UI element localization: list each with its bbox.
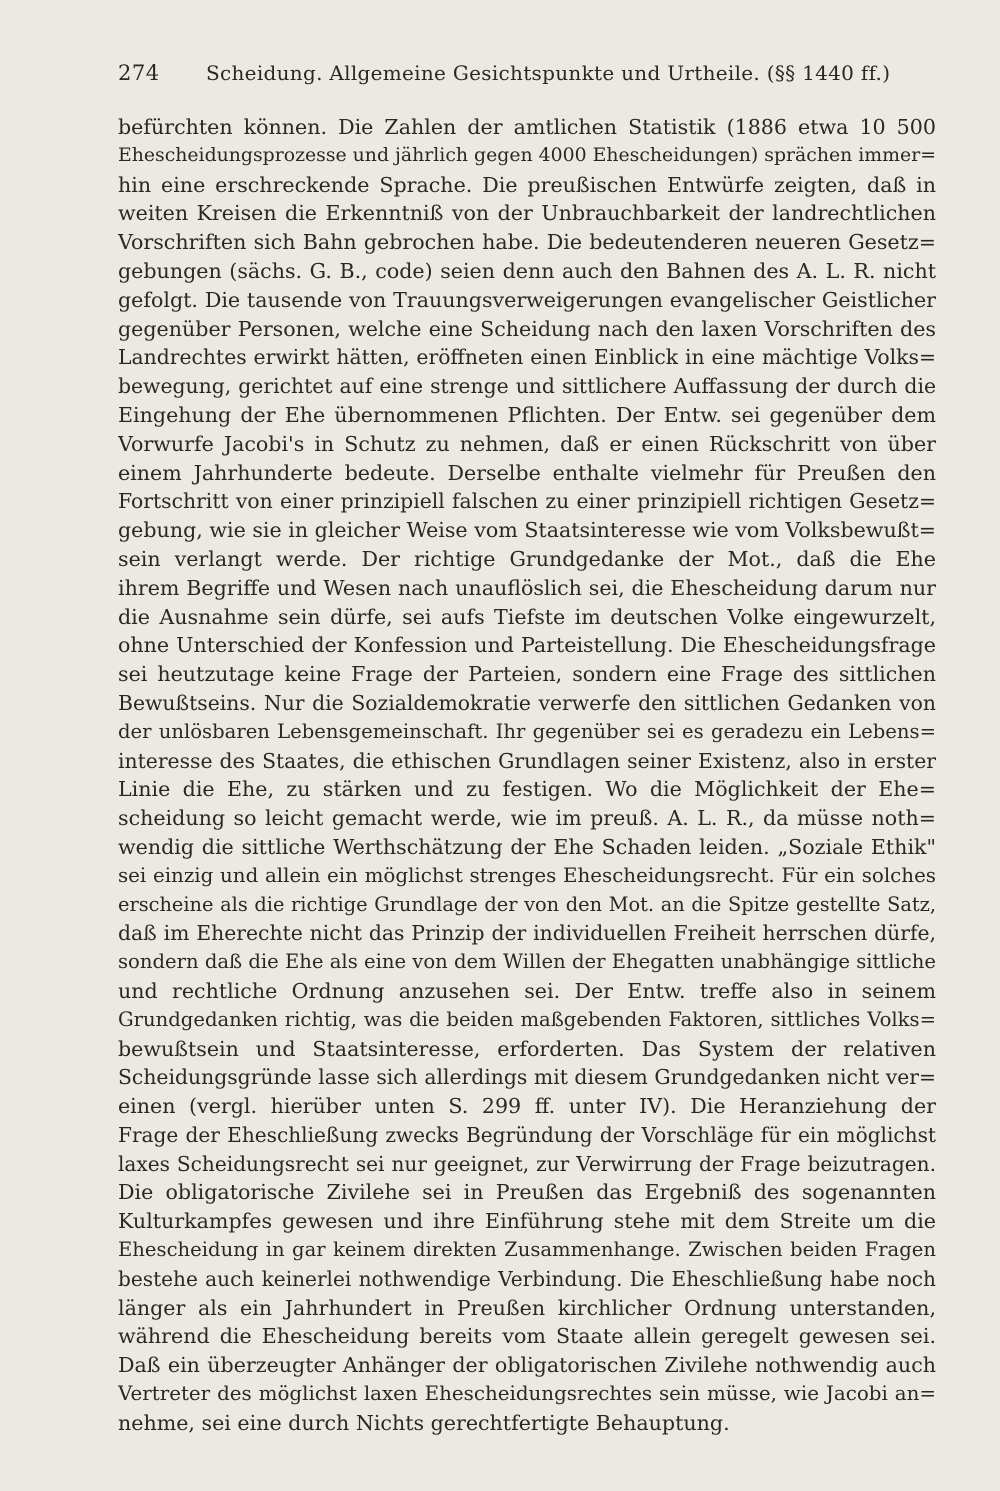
text-line: weiten Kreisen die Erkenntniß von der Unbrauchbarkeit der landrechtlichen xyxy=(118,201,936,226)
text-line: wendig die sittliche Werthschätzung der Ehe Schaden leiden. „Soziale Ethik" xyxy=(118,834,936,859)
text-line: die Ausnahme sein dürfe, sei aufs Tiefste im deutschen Volke eingewurzelt, xyxy=(118,604,936,629)
text-line: gegenüber Personen, welche eine Scheidung nach den laxen Vorschriften des xyxy=(118,316,936,341)
text-line: Die obligatorische Zivilehe sei in Preußen das Ergebniß des sogenannten xyxy=(118,1180,936,1205)
text-line: Vorschriften sich Bahn gebrochen habe. Die bedeutenderen neueren Gesetz= xyxy=(118,230,936,255)
text-line: Ehescheidung in gar keinem direkten Zusammenhange. Zwischen beiden Fragen xyxy=(118,1238,936,1262)
text-line: Frage der Eheschließung zwecks Begründung der Vorschläge für ein möglichst xyxy=(118,1122,936,1147)
text-line: Vorwurfe Jacobi's in Schutz zu nehmen, daß er einen Rückschritt von über xyxy=(118,431,936,456)
text-line: hin eine erschreckende Sprache. Die preußischen Entwürfe zeigten, daß in xyxy=(118,172,936,197)
text-line: bewegung, gerichtet auf eine strenge und sittlichere Auffassung der durch die xyxy=(118,374,936,399)
text-line: befürchten können. Die Zahlen der amtlichen Statistik (1886 etwa 10 500 xyxy=(118,115,936,139)
text-line: ihrem Begriffe und Wesen nach unauflöslich sei, die Ehescheidung darum nur xyxy=(118,575,936,600)
text-line: gebung, wie sie in gleicher Weise vom Staatsinteresse wie vom Volksbewußt= xyxy=(118,518,936,543)
page-header xyxy=(118,58,938,88)
text-line: bewußtsein und Staatsinteresse, erforderten. Das System der relativen xyxy=(118,1036,936,1061)
text-line: Grundgedanken richtig, was die beiden maßgebenden Faktoren, sittliches Volks= xyxy=(118,1007,936,1031)
text-line: während die Ehescheidung bereits vom Staate allein geregelt gewesen sei. xyxy=(118,1324,936,1349)
text-line: der unlösbaren Lebensgemeinschaft. Ihr gegenüber sei es geradezu ein Lebens= xyxy=(118,719,936,743)
text-line: einen (vergl. hierüber unten S. 299 ff. unter IV). Die Heranziehung der xyxy=(118,1094,936,1119)
text-line: sein verlangt werde. Der richtige Grundgedanke der Mot., daß die Ehe xyxy=(118,546,936,571)
text-line: sondern daß die Ehe als eine von dem Willen der Ehegatten unabhängige sittliche xyxy=(118,950,936,974)
text-line: laxes Scheidungsrecht sei nur geeignet, zur Verwirrung der Frage beizutragen. xyxy=(118,1151,936,1176)
text-line: Kulturkampfes gewesen und ihre Einführung stehe mit dem Streite um die xyxy=(118,1209,936,1234)
text-line: Bewußtseins. Nur die Sozialdemokratie verwerfe den sittlichen Gedanken von xyxy=(118,690,936,715)
page-number: 274 xyxy=(118,61,160,85)
text-line: sei heutzutage keine Frage der Parteien, sondern eine Frage des sittlichen xyxy=(118,662,936,687)
text-line: Landrechtes erwirkt hätten, eröffneten einen Einblick in eine mächtige Volks= xyxy=(118,345,936,370)
text-line: einem Jahrhunderte bedeute. Derselbe enthalte vielmehr für Preußen den xyxy=(118,460,936,485)
text-line: ohne Unterschied der Konfession und Parteistellung. Die Ehescheidungsfrage xyxy=(118,633,936,658)
text-line: Daß ein überzeugter Anhänger der obligatorischen Zivilehe nothwendig auch xyxy=(118,1353,936,1378)
text-line: nehme, sei eine durch Nichts gerechtfertigte Behauptung. xyxy=(118,1410,730,1435)
text-line: sei einzig und allein ein möglichst strenges Ehescheidungsrecht. Für ein solches xyxy=(118,863,936,887)
text-line: scheidung so leicht gemacht werde, wie im preuß. A. L. R., da müsse noth= xyxy=(118,806,936,831)
text-line: länger als ein Jahrhundert in Preußen kirchlicher Ordnung unterstanden, xyxy=(118,1295,936,1320)
text-line: interesse des Staates, die ethischen Grundlagen seiner Existenz, also in erster xyxy=(118,748,936,773)
text-line: und rechtliche Ordnung anzusehen sei. Der Entw. treffe also in seinem xyxy=(118,978,936,1003)
text-line: Linie die Ehe, zu stärken und zu festigen. Wo die Möglichkeit der Ehe= xyxy=(118,777,936,802)
text-line: Fortschritt von einer prinzipiell falschen zu einer prinzipiell richtigen Gesetz= xyxy=(118,489,936,514)
text-line: Eingehung der Ehe übernommenen Pflichten. Der Entw. sei gegenüber dem xyxy=(118,402,936,427)
body-text xyxy=(118,113,936,1438)
text-line: gefolgt. Die tausende von Trauungsverweigerungen evangelischer Geistlicher xyxy=(118,287,936,312)
text-line: Ehescheidungsprozesse und jährlich gegen 4000 Ehescheidungen) sprächen immer= xyxy=(118,144,936,166)
running-title: Scheidung. Allgemeine Gesichtspunkte und Urtheile. (§§ 1440 ff.) xyxy=(206,61,891,85)
text-line: Vertreter des möglichst laxen Ehescheidungsrechtes sein müsse, wie Jacobi an= xyxy=(118,1382,936,1406)
text-line: erscheine als die richtige Grundlage der von den Mot. an die Spitze gestellte Satz, xyxy=(118,892,936,916)
text-line: gebungen (sächs. G. B., code) seien denn auch den Bahnen des A. L. R. nicht xyxy=(118,258,936,283)
text-line: bestehe auch keinerlei nothwendige Verbindung. Die Eheschließung habe noch xyxy=(118,1266,936,1291)
text-line: daß im Eherechte nicht das Prinzip der individuellen Freiheit herrschen dürfe, xyxy=(118,921,936,946)
text-line: Scheidungsgründe lasse sich allerdings mit diesem Grundgedanken nicht ver= xyxy=(118,1065,936,1090)
